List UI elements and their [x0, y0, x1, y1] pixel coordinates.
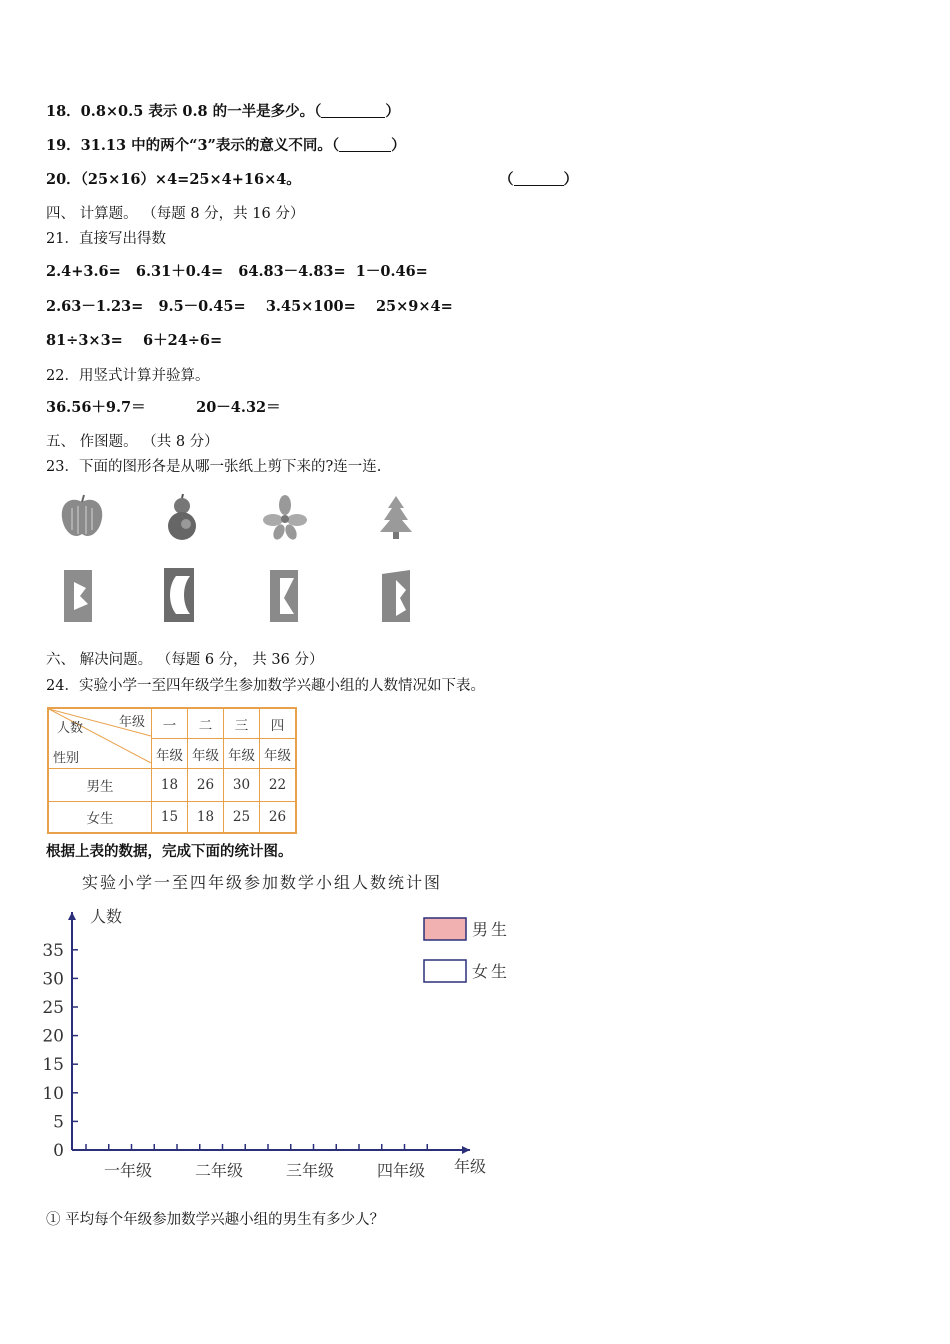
legend-label: 男生 — [472, 920, 511, 939]
grade-header: 三 — [224, 708, 260, 739]
section-5-heading: 五、 作图题。 （共 8 分） — [46, 434, 219, 450]
calc-row-2: 2.63－1.23= 9.5－0.45= 3.45×100= 25×9×4= — [46, 298, 453, 315]
bar-chart[interactable] — [40, 900, 520, 1190]
x-category-label: 二年级 — [194, 1161, 244, 1180]
answer-blank[interactable] — [339, 137, 391, 152]
stats-table — [47, 707, 297, 834]
table-cell: 30 — [224, 769, 260, 802]
y-tick-label: 35 — [42, 940, 64, 961]
table-cell: 26 — [260, 802, 297, 834]
corner-grade-label: 年级 — [118, 715, 145, 730]
grade-header: 年级 — [152, 739, 188, 769]
chart-instruction: 根据上表的数据，完成下面的统计图。 — [46, 843, 293, 860]
x-category-label: 三年级 — [285, 1161, 335, 1180]
chart-title: 实验小学一至四年级参加数学小组人数统计图 — [82, 873, 443, 892]
y-axis-arrow — [68, 912, 76, 920]
section-6-heading: 六、 解决问题。 （每题 6 分， 共 36 分） — [46, 652, 324, 668]
question-24: 24．实验小学一至四年级学生参加数学兴趣小组的人数情况如下表。 — [46, 678, 485, 694]
question-20-answer: （ ） — [499, 171, 578, 188]
paper-shape-4[interactable] — [378, 568, 414, 624]
paper-shape-1[interactable] — [60, 568, 96, 624]
chart-axes — [68, 912, 470, 1154]
table-header-row — [48, 708, 296, 739]
legend-swatch — [424, 918, 466, 940]
question-18: 18．0.8×0.5 表示 0.8 的一半是多少。（ ） — [46, 103, 400, 120]
x-axis-label: 年级 — [454, 1157, 487, 1176]
x-category-label: 一年级 — [103, 1161, 153, 1180]
sub-question-1: ① 平均每个年级参加数学兴趣小组的男生有多少人？ — [46, 1212, 385, 1228]
grade-header: 四 — [260, 708, 297, 739]
y-tick-label: 0 — [53, 1141, 64, 1161]
section-4-heading: 四、 计算题。 （每题 8 分，共 16 分） — [46, 206, 305, 222]
table-row-boys — [48, 769, 296, 802]
calc-row-4: 36.56＋9.7＝ 20－4.32＝ — [46, 399, 281, 416]
gourd-shape[interactable] — [162, 494, 202, 542]
table-cell: 22 — [260, 769, 297, 802]
question-22: 22．用竖式计算并验算。 — [46, 368, 210, 384]
y-tick-label: 20 — [42, 1026, 64, 1047]
apple-shape[interactable] — [58, 494, 106, 540]
x-axis-arrow — [462, 1146, 470, 1154]
question-21: 21．直接写出得数 — [46, 231, 166, 247]
question-20: 20．（25×16）×4=25×4+16×4。 — [46, 171, 301, 188]
x-category-label: 四年级 — [376, 1161, 426, 1180]
table-cell: 26 — [188, 769, 224, 802]
answer-blank[interactable] — [514, 171, 564, 186]
table-row-girls — [48, 802, 296, 834]
question-23: 23．下面的图形各是从哪一张纸上剪下来的?连一连. — [46, 459, 382, 475]
paper-shape-2[interactable] — [160, 566, 198, 624]
y-tick-label: 10 — [42, 1083, 64, 1104]
table-cell: 25 — [224, 802, 260, 834]
grade-header: 年级 — [188, 739, 224, 769]
y-axis-label: 人数 — [90, 907, 123, 926]
question-19: 19．31.13 中的两个“3”表示的意义不同。（ ） — [46, 137, 406, 154]
table-cell: 18 — [152, 769, 188, 802]
table-cell: 18 — [188, 802, 224, 834]
tree-shape[interactable] — [374, 494, 418, 540]
table-cell: 15 — [152, 802, 188, 834]
corner-count-label: 人数 — [57, 721, 84, 736]
y-tick-label: 15 — [42, 1055, 64, 1076]
corner-gender-label: 性别 — [53, 751, 80, 766]
flower-shape[interactable] — [262, 494, 308, 540]
y-tick-label: 5 — [53, 1112, 64, 1133]
row-label: 男生 — [48, 769, 152, 802]
grade-header: 年级 — [260, 739, 297, 769]
grade-header: 一 — [152, 708, 188, 739]
chart-legend — [424, 918, 510, 982]
legend-label: 女生 — [472, 962, 511, 981]
grade-header: 年级 — [224, 739, 260, 769]
row-label: 女生 — [48, 802, 152, 834]
grade-header: 二 — [188, 708, 224, 739]
legend-swatch — [424, 960, 466, 982]
answer-blank[interactable] — [321, 103, 385, 118]
y-tick-label: 30 — [42, 969, 64, 990]
calc-row-1: 2.4+3.6= 6.31＋0.4= 64.83－4.83= 1－0.46= — [46, 263, 428, 280]
paper-shape-3[interactable] — [266, 568, 302, 624]
y-tick-label: 25 — [42, 998, 64, 1018]
table-corner-cell — [48, 708, 152, 769]
calc-row-3: 81÷3×3= 6＋24÷6= — [46, 332, 223, 349]
